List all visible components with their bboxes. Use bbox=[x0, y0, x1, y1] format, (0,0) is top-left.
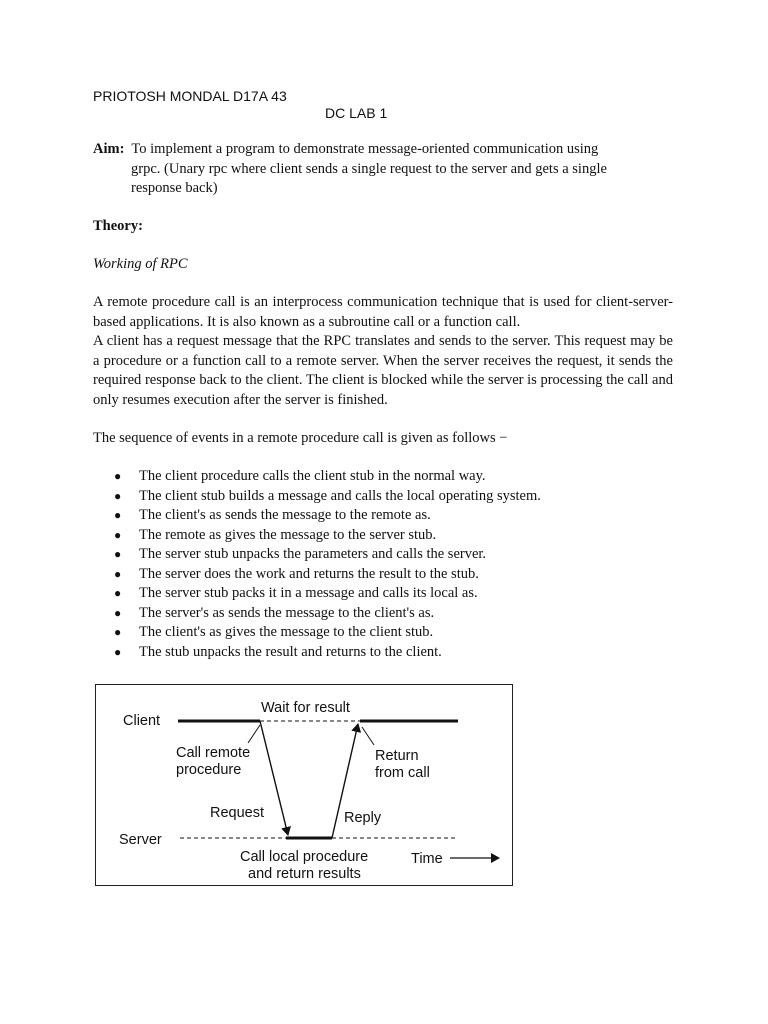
request-arrow bbox=[260, 721, 288, 835]
step-text: The server's as sends the message to the client's as. bbox=[139, 604, 435, 621]
local-label-2: and return results bbox=[248, 866, 361, 882]
author-line: PRIOTOSH MONDAL D17A 43 bbox=[93, 88, 287, 104]
step-text: The stub unpacks the result and returns to the client. bbox=[139, 643, 442, 660]
bullet-icon: ● bbox=[114, 644, 122, 659]
theory-heading: Theory: bbox=[93, 218, 143, 234]
step-text: The client procedure calls the client stub in the normal way. bbox=[139, 468, 486, 484]
sequence-intro: The sequence of events in a remote procedure call is given as follows − bbox=[93, 430, 508, 446]
theory-paragraph-2: A client has a request message that the RPC translates and sends to the server. This request may be a procedure or a function call to a remote server. When the server receives the request, it sends the required response back to the client. The client is blocked while the server is processing the call and only resumes execution after the server is finished. bbox=[93, 333, 673, 408]
bullet-icon: ● bbox=[114, 469, 122, 483]
aim-line-1: To implement a program to demonstrate message-oriented communication using bbox=[131, 141, 599, 157]
reply-label: Reply bbox=[344, 810, 382, 826]
return-leader bbox=[362, 727, 374, 745]
list-item bbox=[93, 643, 541, 663]
request-label: Request bbox=[210, 805, 265, 821]
list-item bbox=[93, 545, 541, 565]
step-text: The client's as sends the message to the remote as. bbox=[139, 507, 431, 523]
step-text: The remote as gives the message to the server stub. bbox=[139, 526, 437, 543]
call-remote-label-2: procedure bbox=[176, 762, 242, 778]
aim-line-2: grpc. (Unary rpc where client sends a single request to the server and gets a single bbox=[131, 160, 607, 177]
list-item bbox=[93, 604, 541, 624]
bullet-icon: ● bbox=[114, 508, 122, 522]
local-label-1: Call local procedure bbox=[240, 849, 369, 865]
step-text: The server stub packs it in a message and calls its local as. bbox=[139, 585, 478, 601]
return-label-1: Return bbox=[375, 748, 419, 764]
step-text: The client stub builds a message and calls the local operating system. bbox=[139, 487, 541, 504]
bullet-icon: ● bbox=[114, 547, 122, 561]
aim-line-3: response back) bbox=[131, 180, 218, 196]
list-item bbox=[93, 526, 541, 546]
rpc-subheading: Working of RPC bbox=[93, 256, 188, 272]
step-text: The server does the work and returns the result to the stub. bbox=[139, 565, 479, 582]
bullet-icon: ● bbox=[114, 527, 122, 542]
theory-paragraph-1: A remote procedure call is an interprocess communication technique that is used for client-server-based applications. It is also known as a subroutine call or a function call. bbox=[93, 294, 673, 330]
aim-section bbox=[93, 140, 653, 199]
call-remote-leader bbox=[248, 725, 260, 743]
lab-title: DC LAB 1 bbox=[325, 105, 388, 121]
aim-label: Aim: bbox=[93, 141, 125, 157]
list-item bbox=[93, 506, 541, 526]
bullet-icon: ● bbox=[114, 625, 122, 639]
theory-paragraphs bbox=[93, 293, 673, 410]
bullet-icon: ● bbox=[114, 488, 122, 503]
time-label: Time bbox=[411, 851, 443, 867]
call-remote-label-1: Call remote bbox=[176, 745, 251, 761]
rpc-diagram bbox=[95, 684, 513, 886]
bullet-icon: ● bbox=[114, 605, 122, 620]
bullet-icon: ● bbox=[114, 586, 122, 600]
list-item bbox=[93, 584, 541, 604]
rpc-diagram-svg bbox=[96, 685, 514, 887]
wait-label: Wait for result bbox=[261, 700, 350, 716]
list-item bbox=[93, 565, 541, 585]
list-item bbox=[93, 623, 541, 643]
step-text: The server stub unpacks the parameters and calls the server. bbox=[139, 546, 487, 562]
step-list bbox=[93, 467, 541, 662]
list-item bbox=[93, 487, 541, 507]
return-label-2: from call bbox=[375, 765, 430, 781]
step-text: The client's as gives the message to the client stub. bbox=[139, 624, 434, 640]
client-label: Client bbox=[123, 713, 161, 729]
server-label: Server bbox=[119, 832, 162, 848]
bullet-icon: ● bbox=[114, 566, 122, 581]
list-item bbox=[93, 467, 541, 487]
